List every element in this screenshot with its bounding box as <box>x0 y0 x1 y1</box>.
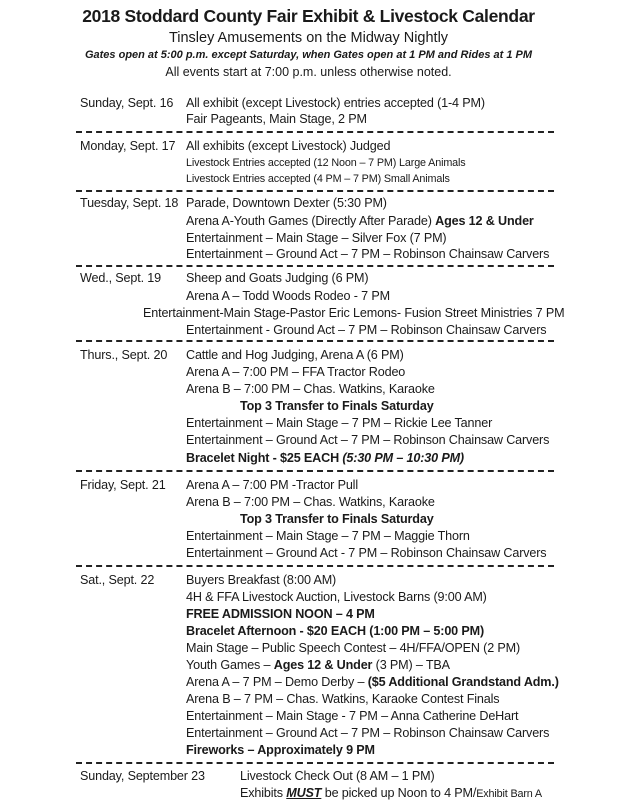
event-line: Livestock Entries accepted (4 PM – 7 PM) Small Animals <box>186 173 450 185</box>
section-divider <box>76 131 554 133</box>
age-restriction: Ages 12 & Under <box>273 658 373 672</box>
age-restriction: Ages 12 & Under <box>435 214 534 228</box>
event-line <box>186 450 464 466</box>
event-line: Entertainment – Ground Act - 7 PM – Robinson Chainsaw Carvers <box>186 546 547 560</box>
event-line: Arena A – 7:00 PM – FFA Tractor Rodeo <box>186 365 406 379</box>
event-line: Livestock Entries accepted (12 Noon – 7 PM) Large Animals <box>186 157 466 169</box>
day-label-wed-sept-19: Wed., Sept. 19 <box>80 271 161 285</box>
event-text: Exhibit Barn A <box>476 788 542 800</box>
event-line: Cattle and Hog Judging, Arena A (6 PM) <box>186 348 404 362</box>
event-line: Entertainment-Main Stage-Pastor Eric Lemons- Fusion Street Ministries 7 PM <box>143 306 565 320</box>
start-time-note: All events start at 7:00 p.m. unless otherwise noted. <box>165 65 452 79</box>
event-line <box>186 213 534 229</box>
day-label-friday-sept-21: Friday, Sept. 21 <box>80 478 166 492</box>
event-line: Parade, Downtown Dexter (5:30 PM) <box>186 196 387 210</box>
event-line: Arena B – 7:00 PM – Chas. Watkins, Karaoke <box>186 382 435 396</box>
bracelet-night-hours: (5:30 PM – 10:30 PM) <box>342 451 464 465</box>
grandstand-fee: ($5 Additional Grandstand Adm.) <box>367 675 559 689</box>
event-line: Entertainment – Ground Act – 7 PM – Robinson Chainsaw Carvers <box>186 726 550 740</box>
event-line: Buyers Breakfast (8:00 AM) <box>186 573 337 587</box>
day-label-sunday-september-23: Sunday, September 23 <box>80 769 205 783</box>
subtitle: Tinsley Amusements on the Midway Nightly <box>168 30 449 46</box>
event-line: Arena A – Todd Woods Rodeo - 7 PM <box>186 289 390 303</box>
page-title: 2018 Stoddard County Fair Exhibit & Livestock Calendar <box>82 6 535 26</box>
event-text: Arena A-Youth Games (Directly After Parade) <box>186 214 432 228</box>
day-label-monday-sept-17: Monday, Sept. 17 <box>80 139 176 153</box>
event-line: Entertainment - Ground Act – 7 PM – Robinson Chainsaw Carvers <box>186 323 547 337</box>
section-divider <box>76 762 554 764</box>
day-label-tuesday-sept-18: Tuesday, Sept. 18 <box>80 196 179 210</box>
event-line: Entertainment – Main Stage – Silver Fox (7 PM) <box>186 231 447 245</box>
bracelet-night: Bracelet Night - $25 EACH <box>186 451 340 465</box>
event-text: Arena A – 7 PM – Demo Derby – <box>186 675 365 689</box>
event-line-bold: Top 3 Transfer to Finals Saturday <box>240 399 434 413</box>
section-divider <box>76 265 554 267</box>
event-text: Youth Games – <box>186 658 271 672</box>
event-line: Entertainment – Main Stage - 7 PM – Anna Catherine DeHart <box>186 709 519 723</box>
event-line: All exhibit (except Livestock) entries accepted (1-4 PM) <box>186 96 485 110</box>
event-text: be picked up Noon to 4 PM/ <box>324 786 477 800</box>
event-line <box>186 674 559 690</box>
section-divider <box>76 565 554 567</box>
event-line: Arena B – 7:00 PM – Chas. Watkins, Karaoke <box>186 495 435 509</box>
fireworks: Fireworks – Approximately 9 PM <box>186 743 375 757</box>
must-emphasis <box>286 786 321 800</box>
event-line: Main Stage – Public Speech Contest – 4H/FFA/OPEN (2 PM) <box>186 641 521 655</box>
free-admission: FREE ADMISSION NOON – 4 PM <box>186 607 375 621</box>
section-divider <box>76 190 554 192</box>
event-line: Entertainment – Ground Act – 7 PM – Robinson Chainsaw Carvers <box>186 247 550 261</box>
event-line: Entertainment – Ground Act – 7 PM – Robinson Chainsaw Carvers <box>186 433 550 447</box>
event-text: (3 PM) – TBA <box>375 658 450 672</box>
event-line: Fair Pageants, Main Stage, 2 PM <box>186 112 367 126</box>
section-divider <box>76 470 554 472</box>
event-line: Arena A – 7:00 PM -Tractor Pull <box>186 478 358 492</box>
section-divider <box>76 340 554 342</box>
bracelet-afternoon: Bracelet Afternoon - $20 EACH (1:00 PM – 5:00 PM) <box>186 624 485 638</box>
event-line: Sheep and Goats Judging (6 PM) <box>186 271 369 285</box>
event-line: Entertainment – Main Stage – 7 PM – Maggie Thorn <box>186 529 470 543</box>
must-underline: MUST <box>286 786 322 800</box>
event-line: 4H & FFA Livestock Auction, Livestock Barns (9:00 AM) <box>186 590 487 604</box>
day-label-thurs-sept-20: Thurs., Sept. 20 <box>80 348 168 362</box>
event-line <box>240 785 542 802</box>
gates-note: Gates open at 5:00 p.m. except Saturday, when Gates open at 1 PM and Rides at 1 PM <box>84 49 533 61</box>
event-line: All exhibits (except Livestock) Judged <box>186 139 391 153</box>
event-line: Entertainment – Main Stage – 7 PM – Rickie Lee Tanner <box>186 416 493 430</box>
day-label-sat-sept-22: Sat., Sept. 22 <box>80 573 155 587</box>
event-line: Arena B – 7 PM – Chas. Watkins, Karaoke Contest Finals <box>186 692 500 706</box>
day-label-sunday-sept-16: Sunday, Sept. 16 <box>80 96 174 110</box>
event-text: Exhibits <box>240 786 283 800</box>
event-line <box>186 657 450 673</box>
event-line-bold: Top 3 Transfer to Finals Saturday <box>240 512 434 526</box>
event-line: Livestock Check Out (8 AM – 1 PM) <box>240 769 435 783</box>
